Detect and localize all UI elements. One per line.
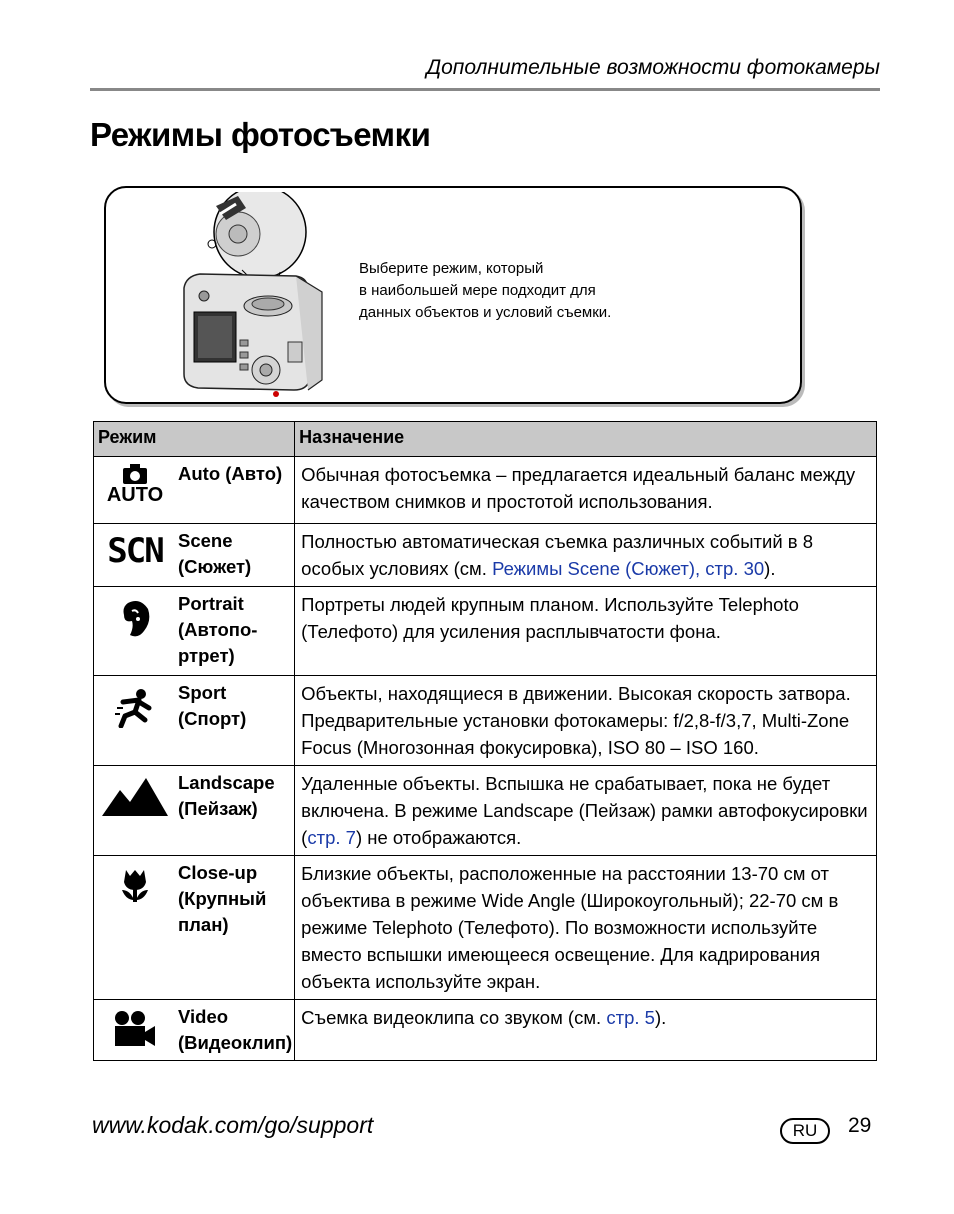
sport-icon — [94, 676, 176, 728]
callout-line-3: данных объектов и условий съемки. — [359, 304, 612, 321]
mode-description: Близкие объекты, расположенные на расстоянии 13-70 см от объектива в режиме Wide Angle (Широкоугольный); 22-70 см в режиме Telephoto (Телефото). По возможности используйте вместо вспышки имеющееся освещение. Для кадрирования объекта используйте экран. — [295, 856, 877, 1000]
scn-icon: SCN — [107, 531, 163, 571]
page-number: 29 — [848, 1114, 872, 1137]
table-row — [94, 766, 877, 856]
table-row — [94, 457, 877, 524]
running-header: Дополнительные возможности фотокамеры — [426, 56, 880, 79]
table-header-row — [94, 422, 877, 457]
closeup-flower-icon — [94, 856, 176, 904]
af-frames-link[interactable]: стр. 7 — [307, 827, 356, 848]
mode-description: Объекты, находящиеся в движении. Высокая скорость затвора. Предварительные установки фотокамеры: f/2,8-f/3,7, Multi-Zone Focus (Многозонная фокусировка), ISO 80 – ISO 160. — [295, 676, 877, 766]
mode-dial-callout — [104, 186, 802, 404]
camera-auto-icon: AUTO — [94, 457, 176, 505]
mode-name: Close-up (Крупный план) — [176, 856, 295, 1000]
mode-description: Удаленные объекты. Вспышка не срабатывает, пока не будет включена. В режиме Landscape (Пейзаж) рамки автофокусировки (стр. 7) не отображаются. — [295, 766, 877, 856]
mode-name: Portrait (Автопо- ртрет) — [176, 587, 295, 676]
mode-name: Landscape (Пейзаж) — [176, 766, 295, 856]
table-row — [94, 587, 877, 676]
landscape-icon — [94, 766, 176, 816]
modes-table — [93, 421, 877, 1061]
support-url[interactable]: www.kodak.com/go/support — [92, 1112, 374, 1138]
portrait-icon — [94, 587, 176, 639]
table-row — [94, 524, 877, 587]
mode-name: Auto (Авто) — [176, 457, 295, 524]
table-row — [94, 1000, 877, 1061]
header-rule — [90, 88, 880, 91]
table-row — [94, 856, 877, 1000]
mode-description: Портреты людей крупным планом. Используйте Telephoto (Телефото) для усиления расплывчатости фона. — [295, 587, 877, 676]
camera-mode-dial-illustration — [176, 192, 326, 402]
page-title: Режимы фотосъемки — [90, 116, 431, 153]
col-header-mode: Режим — [94, 422, 295, 457]
callout-line-2: в наибольшей мере подходит для — [359, 282, 596, 299]
scene-modes-link[interactable]: Режимы Scene (Сюжет), стр. 30 — [492, 558, 765, 579]
callout-text — [359, 258, 659, 324]
language-badge: RU — [780, 1118, 830, 1144]
mode-name: Video (Видеоклип) — [176, 1000, 295, 1061]
video-page-link[interactable]: стр. 5 — [606, 1007, 655, 1028]
video-camera-icon — [94, 1000, 176, 1048]
col-header-purpose: Назначение — [295, 422, 877, 457]
mode-description: Съемка видеоклипа со звуком (см. стр. 5). — [295, 1000, 877, 1061]
mode-description: Обычная фотосъемка – предлагается идеальный баланс между качеством снимков и простотой использования. — [295, 457, 877, 524]
mode-description: Полностью автоматическая съемка различных событий в 8 особых условиях (см. Режимы Scene (Сюжет), стр. 30). — [295, 524, 877, 587]
table-row — [94, 676, 877, 766]
mode-name: Sport (Спорт) — [176, 676, 295, 766]
mode-name: Scene (Сюжет) — [176, 524, 295, 587]
callout-line-1: Выберите режим, который — [359, 260, 544, 277]
